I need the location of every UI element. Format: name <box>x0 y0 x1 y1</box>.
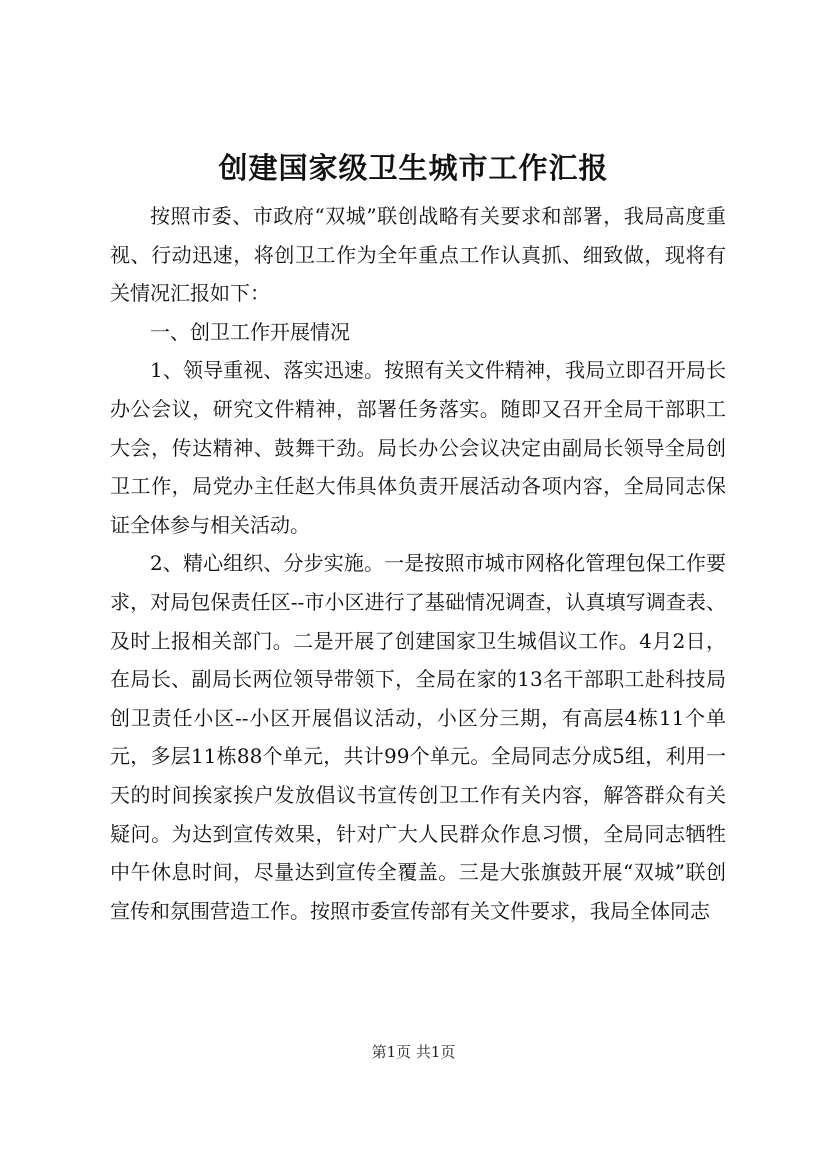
paragraph-organization: 2、精心组织、分步实施。一是按照市城市网格化管理包保工作要求，对局包保责任区--市小区进行了基础情况调查，认真填写调查表、及时上报相关部门。二是开展了创建国家卫生城倡议工作。4月2日，在局长、副局长两位领导带领下，全局在家的13名干部职工赴科技局创卫责任小区--小区开展倡议活动，小区分三期，有高层4栋11个单元，多层11栋88个单元，共计99个单元。全局同志分成5组，利用一天的时间挨家挨户发放倡议书宣传创卫工作有关内容，解答群众有关疑问。为达到宣传效果，针对广大人民群众作息习惯，全局同志牺牲中午休息时间，尽量达到宣传全覆盖。三是大张旗鼓开展“双城”联创宣传和氛围营造工作。按照市委宣传部有关文件要求，我局全体同志 <box>110 551 726 923</box>
page-footer: 第1页 共1页 <box>371 1043 456 1061</box>
section-heading: 一、创卫工作开展情况 <box>150 319 350 344</box>
paragraph-intro: 按照市委、市政府“双城”联创战略有关要求和部署，我局高度重视、行动迅速，将创卫工作为全年重点工作认真抓、细致做，现将有关情况汇报如下： <box>110 204 726 306</box>
paragraph-leadership: 1、领导重视、落实迅速。按照有关文件精神，我局立即召开局长办公会议，研究文件精神，部署任务落实。随即又召开全局干部职工大会，传达精神、鼓舞干劲。局长办公会议决定由副局长领导全局创卫工作，局党办主任赵大伟具体负责开展活动各项内容，全局同志保证全体参与相关活动。 <box>110 358 726 537</box>
document-body <box>110 197 726 930</box>
document-title: 创建国家级卫生城市工作汇报 <box>218 151 609 185</box>
